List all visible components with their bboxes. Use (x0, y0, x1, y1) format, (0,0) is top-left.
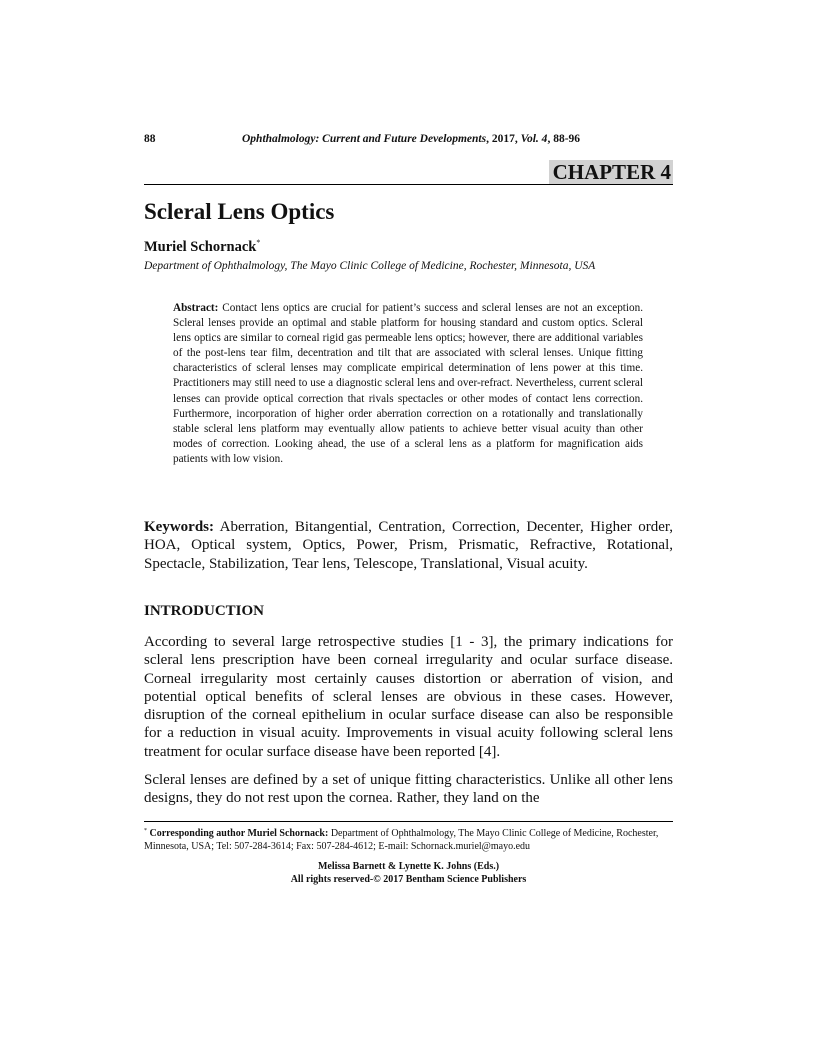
keywords-text: Aberration, Bitangential, Centration, Correction, Decenter, Higher order, HOA, Optical system, Optics, Power, Prism, Prismatic, Refractive, Rotational, Spectacle, Stabilization, Tear lens, Telescope, Translational, Visual acuity. (144, 519, 673, 572)
author-name: Muriel Schornack (144, 239, 257, 255)
running-header (144, 133, 673, 149)
journal-pages: , 88-96 (547, 133, 581, 145)
footnote-marker: * (144, 828, 147, 834)
chapter-label: CHAPTER 4 (549, 160, 673, 184)
rights-line: All rights reserved-© 2017 Bentham Science Publishers (290, 874, 527, 885)
keywords-label: Keywords: (144, 519, 214, 535)
footnote-text: Department of Ophthalmology, The Mayo Clinic College of Medicine, Rochester, Minnesota, USA; Tel: 507-284-3614; Fax: 507-284-4612; E-mail: Schornack.muriel@mayo.edu (144, 828, 659, 852)
author-footnote-marker: * (256, 238, 261, 247)
editors-line: Melissa Barnett & Lynette K. Johns (Eds.) (317, 861, 500, 872)
abstract (173, 301, 643, 467)
chapter-title: Scleral Lens Optics (144, 199, 335, 224)
body-paragraph-1: According to several large retrospective studies [1 - 3], the primary indications for scleral lens prescription have been corneal irregularity and ocular surface disease. Corneal irregularity most certainly causes distortion or aberration of vision, and potential optical benefits of scleral lenses are obvious in these cases. However, disruption of the corneal epithelium in ocular surface disease can also be responsible for a reduction in visual acuity. Improvements in visual acuity following scleral lens treatment for ocular surface disease have been reported [4]. (144, 634, 673, 760)
abstract-label: Abstract: (173, 302, 219, 314)
journal-citation (242, 133, 580, 145)
body-paragraph-2: Scleral lenses are defined by a set of unique fitting characteristics. Unlike all other lens designs, they do not rest upon the cornea. Rather, they land on the (144, 772, 673, 807)
journal-year: , 2017, (486, 133, 521, 145)
footnote-divider (144, 821, 673, 822)
abstract-text: Contact lens optics are crucial for patient’s success and scleral lenses are not an exception. Scleral lenses provide an optimal and stable platform for housing standard and custom optics. Scleral lens optics are similar to corneal rigid gas permeable lens optics; however, there are additional variables of the post-lens tear film, decentration and tilt that are associated with scleral lenses. Unique fitting characteristics of scleral lenses may complicate empirical determination of lens power at this time. Practitioners may still need to use a diagnostic scleral lens and over-refract. Nevertheless, current scleral lenses can provide optical correction that rivals spectacles or other modes of contact lens correction. Furthermore, incorporation of higher order aberration correction on a rotationally and translationally stable scleral lens platform may eventually allow patients to achieve better visual acuity than other modes of correction. Looking ahead, the use of a scleral lens as a platform for magnification aids patients with low vision. (173, 302, 643, 465)
journal-title: Ophthalmology: Current and Future Developments (242, 133, 487, 145)
section-heading-introduction: INTRODUCTION (144, 603, 265, 619)
author-line (144, 238, 260, 256)
page-number: 88 (144, 133, 156, 145)
keywords (144, 518, 673, 573)
author-affiliation: Department of Ophthalmology, The Mayo Clinic College of Medicine, Rochester, Minnesota, USA (144, 260, 596, 272)
journal-volume: Vol. 4 (520, 133, 548, 145)
footnote (144, 825, 673, 853)
header-divider (144, 184, 673, 185)
footnote-label: Corresponding author Muriel Schornack: (147, 828, 329, 839)
publisher-block (144, 860, 673, 886)
